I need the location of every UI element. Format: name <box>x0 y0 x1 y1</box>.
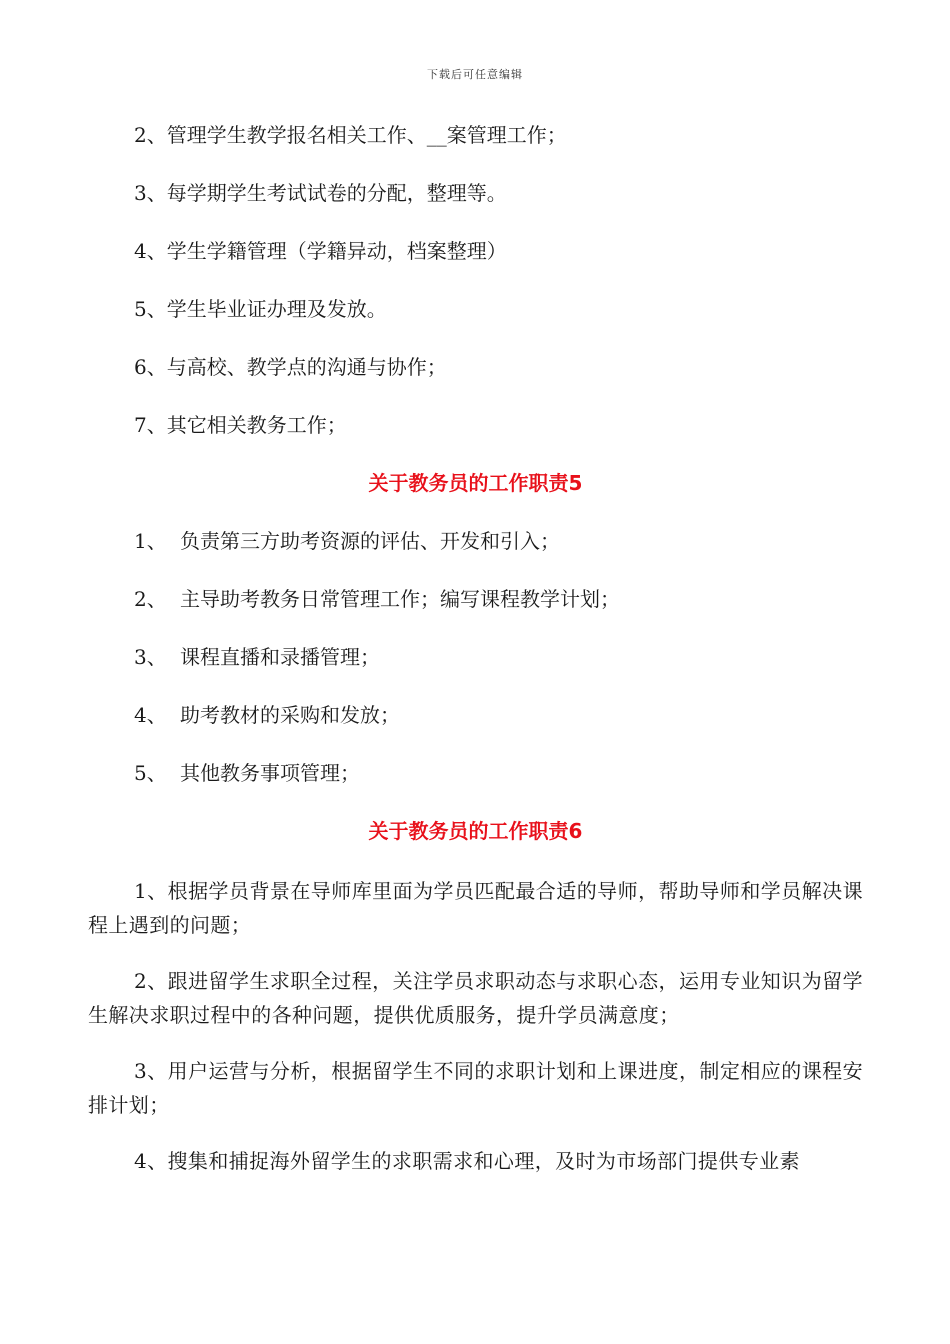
list-item-number: 4、 <box>134 703 167 727</box>
list-item-text: 课程直播和录播管理； <box>180 645 380 669</box>
paragraph: 3、用户运营与分析，根据留学生不同的求职计划和上课进度，制定相应的课程安排计划； <box>88 1059 863 1117</box>
list-item: 7、其它相关教务工作； <box>134 413 347 437</box>
list-item: 3、每学期学生考试试卷的分配，整理等。 <box>134 181 507 205</box>
list-item <box>88 758 863 788</box>
paragraph: 4、搜集和捕捉海外留学生的求职需求和心理，及时为市场部门提供专业素 <box>134 1149 800 1173</box>
list-item <box>88 584 863 614</box>
document-body <box>88 120 863 1200</box>
paragraph: 1、根据学员背景在导师库里面为学员匹配最合适的导师，帮助导师和学员解决课程上遇到的问题； <box>88 879 863 937</box>
list-item: 4、学生学籍管理（学籍异动，档案整理） <box>134 239 507 263</box>
list-item: 5、学生毕业证办理及发放。 <box>134 297 387 321</box>
list-item-number: 2、 <box>134 587 167 611</box>
list-item: 6、与高校、教学点的沟通与协作； <box>134 355 447 379</box>
section-heading-6: 关于教务员的工作职责6 <box>368 819 583 843</box>
list-item-number: 1、 <box>134 529 167 553</box>
paragraph: 2、跟进留学生求职全过程，关注学员求职动态与求职心态，运用专业知识为留学生解决求职过程中的各种问题，提供优质服务，提升学员满意度； <box>88 969 863 1027</box>
list-item-text: 负责第三方助考资源的评估、开发和引入； <box>180 529 560 553</box>
list-item-text: 助考教材的采购和发放； <box>180 703 400 727</box>
list-item: 2、管理学生教学报名相关工作、__案管理工作； <box>134 123 567 147</box>
list-item-number: 3、 <box>134 645 167 669</box>
header-note: 下载后可任意编辑 <box>427 68 523 81</box>
list-item <box>88 700 863 730</box>
list-item-text: 主导助考教务日常管理工作；编写课程教学计划； <box>180 587 620 611</box>
section-heading-5: 关于教务员的工作职责5 <box>368 471 583 495</box>
list-item <box>88 642 863 672</box>
list-item-text: 其他教务事项管理； <box>180 761 360 785</box>
list-item-number: 5、 <box>134 761 167 785</box>
list-item <box>88 526 863 556</box>
